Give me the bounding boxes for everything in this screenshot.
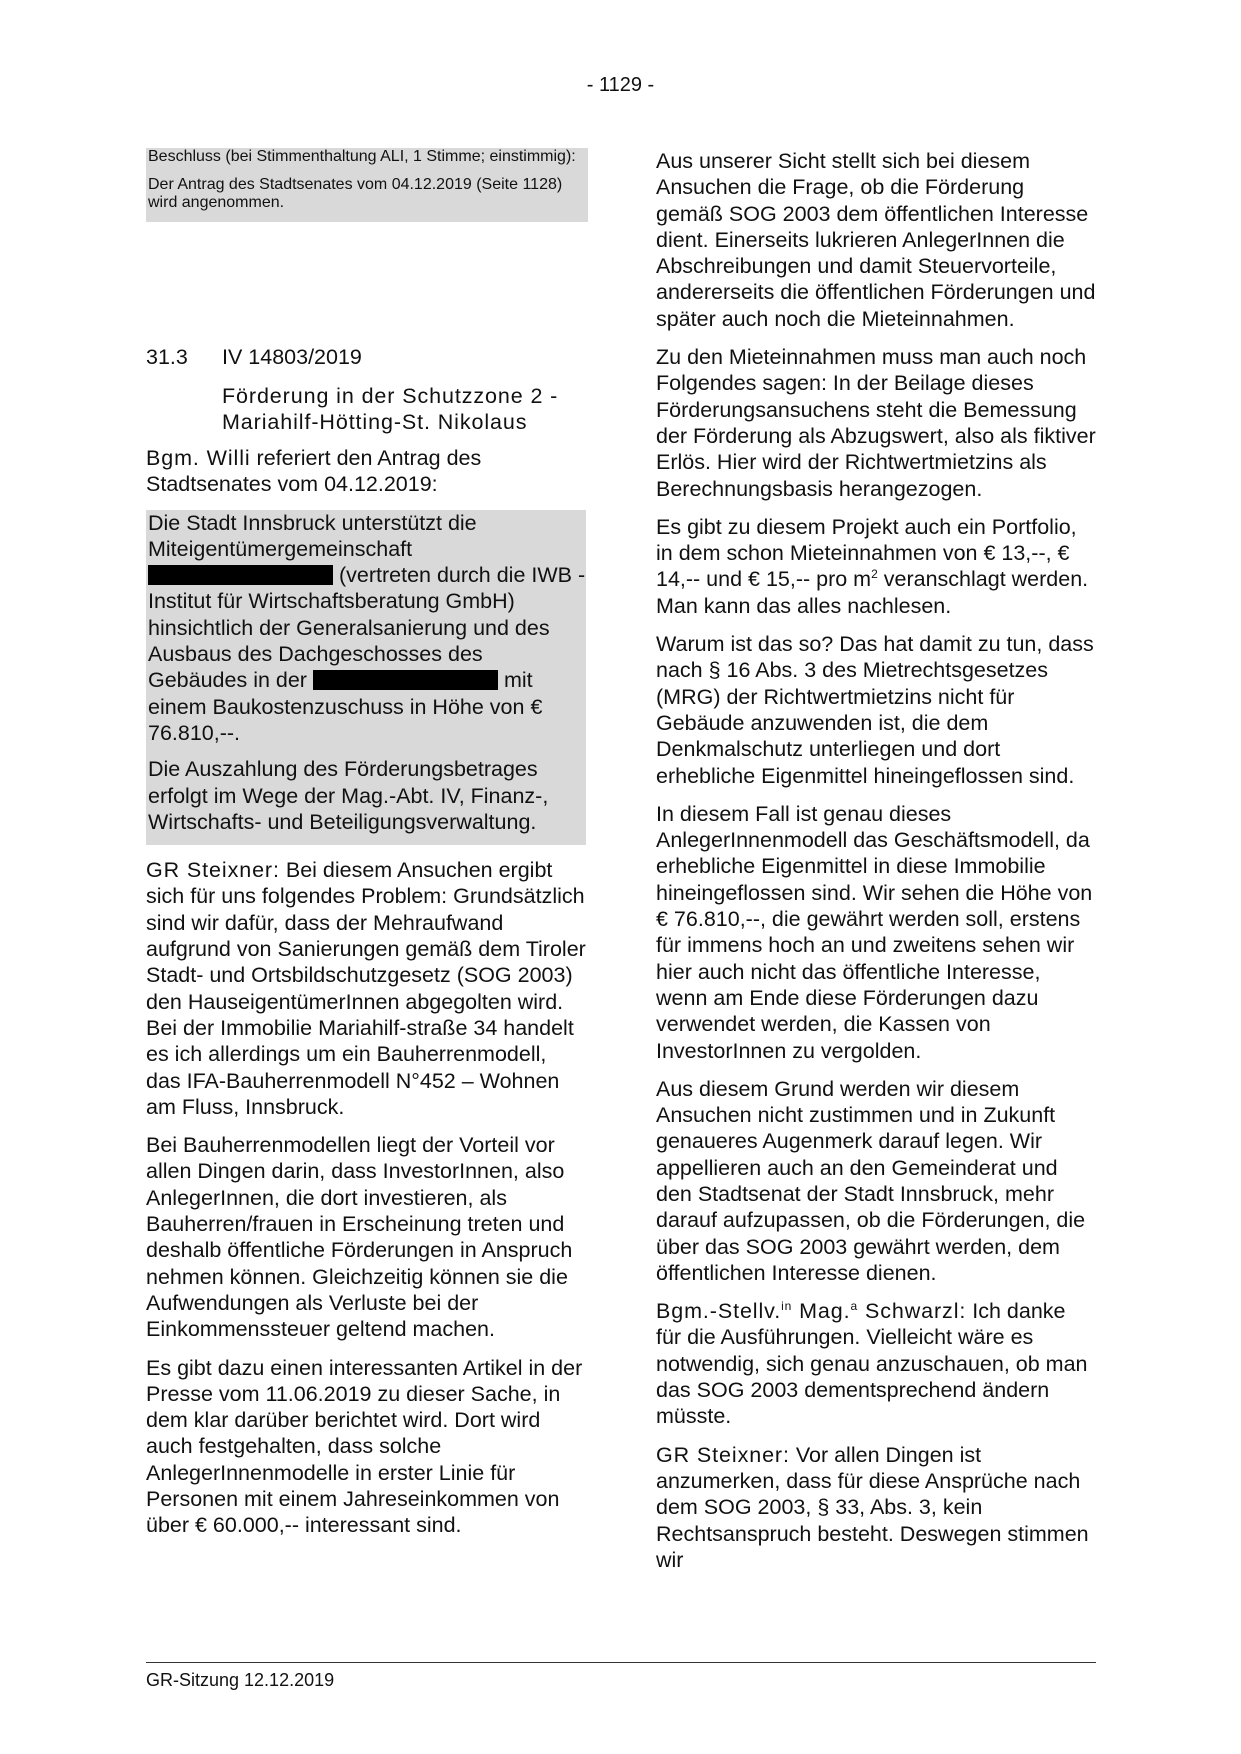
motion-text: Die Stadt Innsbruck unterstützt die Miteigentümergemeinschaft xyxy=(148,510,477,561)
agenda-item-number: 31.3 xyxy=(146,345,188,369)
page-number: - 1129 - xyxy=(586,74,655,96)
speech-paragraph: Warum ist das so? Das hat damit zu tun, dass nach § 16 Abs. 3 des Mietrechtsgesetzes (MRG) der Richtwertmietzins nicht für Gebäude anzuwenden ist, die dem Denkmalschutz unterliegen und dort erhebliche Eigenmittel hineingeflossen sind. xyxy=(656,632,1094,788)
footer-divider xyxy=(146,1662,1096,1663)
right-column xyxy=(656,148,1096,1585)
agenda-item-line xyxy=(146,345,362,370)
paragraph-text: veranschlagt werden. Man kann das alles nachlesen. xyxy=(656,567,1089,618)
redaction-bar xyxy=(148,565,333,585)
speaker-name: Bgm. Willi xyxy=(146,446,251,470)
paragraph-text: Ich danke für die Ausführungen. Vielleicht wäre es notwendig, sich genau anzuschauen, ob man das SOG 2003 dementsprechend ändern müsste. xyxy=(656,1299,1088,1429)
agenda-item-code: IV 14803/2019 xyxy=(222,345,362,369)
speaker-title: Bgm.-Stellv. xyxy=(656,1299,782,1324)
speaker-title: Mag. xyxy=(792,1299,851,1324)
speech-paragraph: Aus unserer Sicht stellt sich bei diesem Ansuchen die Frage, ob die Förderung gemäß SOG 2003 dem öffentlichen Interesse dient. Einerseits lukrieren AnlegerInnen die Abschreibungen und damit Steuervorteile, andererseits die öffentlichen Förderungen und später auch noch die Mieteinnahmen. xyxy=(656,149,1096,331)
speaker-name: GR Steixner: xyxy=(146,858,280,883)
intro-paragraph xyxy=(146,445,586,498)
superscript: in xyxy=(781,1299,793,1314)
footer-text: GR-Sitzung 12.12.2019 xyxy=(146,1670,335,1690)
speaker-name: GR Steixner: xyxy=(656,1442,790,1467)
speech-paragraph: In diesem Fall ist genau dieses AnlegerInnenmodell das Geschäftsmodell, da erhebliche Eigenmittel in diese Immobilie hineingeflossen sind. Wir sehen die Höhe von € 76.810,--, die gewährt werden soll, erstens für immens hoch an und zweitens sehen wir hier auch nicht das öffentliche Interesse, wenn am Ende diese Förderungen dazu verwendet werden, die Kassen von InvestorInnen zu vergolden. xyxy=(656,801,1093,1063)
superscript: a xyxy=(850,1299,859,1314)
speech-paragraph: Bei Bauherrenmodellen liegt der Vorteil vor allen Dingen darin, dass InvestorInnen, also AnlegerInnen, die dort investieren, als Bauherren/frauen in Erscheinung treten und deshalb öffentliche Förderungen in Anspruch nehmen können. Gleichzeitig können sie die Aufwendungen als Verluste bei der Einkommenssteuer geltend machen. xyxy=(146,1133,573,1342)
decision-text: Der Antrag des Stadtsenates vom 04.12.2019 (Seite 1128) wird angenommen. xyxy=(148,176,563,211)
paragraph-text: referiert den Antrag des Stadtsenates vom 04.12.2019: xyxy=(146,446,482,497)
speech-paragraph xyxy=(146,857,586,1120)
speaker-surname: Schwarzl: xyxy=(858,1299,967,1324)
motion-paragraph: Die Auszahlung des Förderungsbetrages erfolgt im Wege der Mag.-Abt. IV, Finanz-, Wirtschafts- und Beteiligungsverwaltung. xyxy=(148,757,549,834)
speech-paragraph: Zu den Mieteinnahmen muss man auch noch Folgendes sagen: In der Beilage dieses Förderungsansuchens steht die Bemessung der Förderung als Abzugswert, also als fiktiver Erlös. Hier wird der Richtwertmietzins als Berechnungsbasis herangezogen. xyxy=(656,345,1096,501)
paragraph-text: Bei diesem Ansuchen ergibt sich für uns folgendes Problem: Grundsätzlich sind wir dafür, dass der Mehraufwand aufgrund von Sanierungen gemäß dem Tiroler Stadt- und Ortsbildschutzgesetz (SOG 2003) den HauseigentümerInnen abgegolten wird. Bei der Immobilie Mariahilf-straße 34 handelt es ich allerdings um ein Bauherrenmodell, das IFA-Bauherrenmodell N°452 – Wohnen am Fluss, Innsbruck. xyxy=(146,858,586,1119)
motion-text: mit einem Baukostenzuschuss in Höhe von € 76.810,--. xyxy=(148,668,543,745)
agenda-item-title: Förderung in der Schutzzone 2 - Mariahilf-Hötting-St. Nikolaus xyxy=(222,384,559,434)
speech-paragraph: Aus diesem Grund werden wir diesem Ansuchen nicht zustimmen und in Zukunft genaueres Augenmerk darauf legen. Wir appellieren auch an den Gemeinderat und den Stadtsenat der Stadt Innsbruck, mehr darauf aufzupassen, ob die Förderungen, die über das SOG 2003 gewährt werden, dem öffentlichen Interesse dienen. xyxy=(656,1076,1086,1285)
speech-paragraph xyxy=(656,514,1096,619)
decision-text: Beschluss (bei Stimmenthaltung ALI, 1 Stimme; einstimmig): xyxy=(148,148,576,165)
speech-paragraph xyxy=(656,1442,1096,1573)
speech-paragraph xyxy=(656,1298,1096,1429)
motion-box xyxy=(146,510,586,846)
motion-paragraph xyxy=(148,510,586,757)
motion-text: (vertreten durch die IWB - Institut für Wirtschaftsberatung GmbH) hinsichtlich der Generalsanierung und des Ausbaus des Dachgeschosses des Gebäudes in der xyxy=(148,563,586,693)
left-column xyxy=(146,445,586,1551)
decision-box xyxy=(146,148,588,222)
speech-paragraph: Es gibt dazu einen interessanten Artikel in der Presse vom 11.06.2019 zu dieser Sache, in dem klar darüber berichtet wird. Dort wird auch festgehalten, dass solche AnlegerInnenmodelle in erster Linie für Personen mit einem Jahreseinkommen von über € 60.000,-- interessant sind. xyxy=(146,1355,583,1538)
redaction-bar xyxy=(313,670,498,690)
speaker-name xyxy=(656,1299,966,1323)
superscript: 2 xyxy=(871,567,878,582)
paragraph-text: Es gibt zu diesem Projekt auch ein Portfolio, in dem schon Mieteinnahmen von € 13,--, € 14,-- und € 15,-- pro m xyxy=(656,514,1077,592)
paragraph-text: Vor allen Dingen ist anzumerken, dass für diese Ansprüche nach dem SOG 2003, § 33, Abs. 3, kein Rechtsanspruch besteht. Deswegen stimmen wir xyxy=(656,1442,1089,1572)
